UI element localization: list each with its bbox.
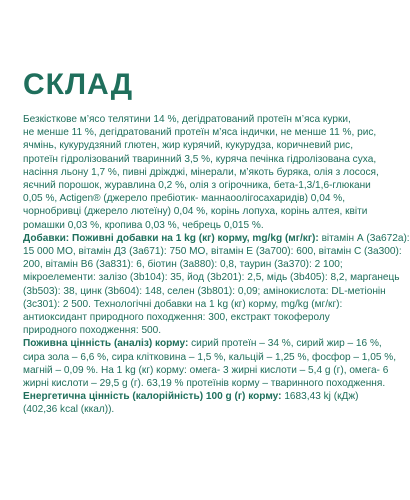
composition-line: яєчний порошок, журавлина 0,2 %, олія з огірочника, бета-1,3/1,6-глюкани: [23, 180, 371, 192]
nutrition-paragraph: [23, 337, 397, 390]
nutrition-line: сира зола – 6,6 %, сира клітковина – 1,5 %, кальцій – 1,25 %, фосфор – 1,05 %,: [23, 351, 397, 363]
composition-line: не менше 11 %, дегідратований протеїн м’яса індички, не менше 11 %, рис,: [23, 127, 377, 139]
composition-paragraph: [23, 113, 383, 232]
nutrition-line: жирні кислоти – 29,5 g (г). 63,19 % протеїнів корму – тваринного походження.: [23, 378, 386, 390]
energy-line: (402,36 kcal (ккал)).: [23, 404, 115, 416]
additives-line: 15 000 МО, вітамін Д3 (3a671): 750 МО, вітамін Е (3a700): 600, вітамін С (3a300):: [23, 246, 402, 258]
nutrition-first-line-text: сирий протеїн – 34 %, сирий жир – 16 %,: [188, 338, 382, 350]
energy-label: Енергетична цінність (калорійність) 100 g (г) корму:: [23, 391, 282, 403]
composition-line: чорнобривці (джерело лютеїну) 0,04 %, корінь лопуха, корінь алтея, квіти: [23, 206, 368, 218]
additives-line: 200, вітамін В6 (3a831): 6, біотин (3a880): 0,8, таурин (3a370): 2 100;: [23, 259, 343, 271]
additives-line: (3c301): 2 500. Технологічні добавки на 1 kg (кг) корму, mg/kg (мг/кг):: [23, 298, 343, 310]
page-title: СКЛАД: [23, 68, 134, 101]
additives-paragraph: [23, 232, 410, 338]
energy-first-line: [23, 390, 383, 403]
additives-line: (3b503): 38, цинк (3b604): 148, селен (3b801): 0,09; амінокислота: DL-метіонін: [23, 285, 386, 297]
composition-line: насіння льону 1,7 %, пивні дріжджі, мінерали, м’якоть буряка, олія з лосося,: [23, 166, 379, 178]
additives-first-line: [23, 232, 410, 245]
composition-line: протеїн гідролізований тваринний 3,5 %, куряча печінка гідролізована суха,: [23, 153, 377, 165]
additives-label: Добавки: Поживні добавки на 1 kg (кг) корму, mg/kg (мг/кг):: [23, 232, 319, 244]
composition-line: ячмінь, кукурудзяний глютен, жир курячий, кукурудза, коричневий рис,: [23, 140, 354, 152]
additives-line: антиоксидант природного походження: 300, екстракт токоферолу: [23, 312, 330, 324]
nutrition-line: магній – 0,09 %. На 1 kg (кг) корму: омега- 3 жирні кислоти – 5,4 g (г), омега- 6: [23, 364, 389, 376]
nutrition-label: Поживна цінність (аналіз) корму:: [23, 338, 189, 350]
energy-paragraph: [23, 390, 383, 416]
additives-line: природного походження: 500.: [23, 325, 162, 337]
composition-line: Безкісткове м’ясо телятини 14 %, дегідратований протеїн м’яса курки,: [23, 114, 351, 125]
label-content: [23, 113, 410, 417]
additives-first-line-text: вітамін А (3a672a):: [318, 232, 410, 244]
composition-line: ромашки 0,03 %, кропива 0,03 %, чебрець 0,015 %.: [23, 219, 264, 231]
energy-first-line-text: 1683,43 kj (кДж): [281, 391, 359, 403]
nutrition-first-line: [23, 337, 383, 350]
composition-line: 0,05 %, Actigen® (джерело пребіотик- маннаоолігосахаридів) 0,04 %,: [23, 193, 346, 205]
additives-line: мікроелементи: залізо (3b104): 35, йод (3b201): 2,5, мідь (3b405): 8,2, марганець: [23, 272, 400, 284]
